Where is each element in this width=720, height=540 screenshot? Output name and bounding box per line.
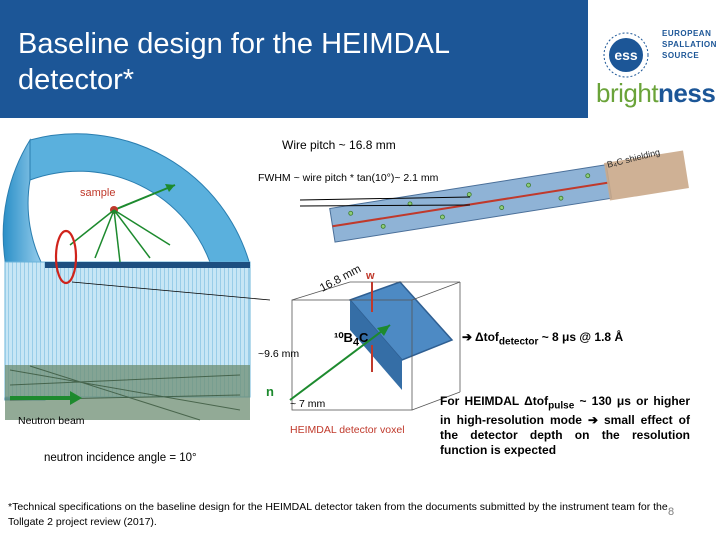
desc-sub: pulse	[548, 400, 575, 412]
b4c-pre: ¹⁰B	[334, 330, 353, 345]
ess-logo-icon	[596, 30, 656, 80]
brightness-logo-bright: bright	[596, 78, 659, 108]
incidence-angle-label: neutron incidence angle = 10°	[44, 452, 197, 464]
footnote: *Technical specifications on the baseline design for the HEIMDAL detector taken from the documents submitted by the instrument team for the Tollgate 2 project review (2017).	[8, 501, 668, 528]
b4c-sub: 4	[352, 336, 359, 349]
dtof-detector-result	[462, 330, 623, 347]
wire-pitch-label: Wire pitch ~ 16.8 mm	[282, 138, 396, 152]
sample-label: sample	[80, 187, 116, 199]
brightness-logo-ness: ness	[658, 78, 716, 108]
page-number: 8	[668, 506, 675, 518]
svg-text:ess: ess	[614, 47, 638, 63]
neutron-beam-label: Neutron beam	[18, 415, 85, 427]
w-label: w	[366, 270, 375, 282]
wire-detector-strip	[329, 151, 689, 245]
brightness-logo	[596, 78, 715, 109]
dimension-7-label: ~ 7 mm	[290, 398, 326, 410]
b4c-label	[334, 330, 368, 349]
detector-ring-icon	[3, 134, 250, 420]
ess-logo-text	[662, 28, 717, 61]
slide-title: Baseline design for the HEIMDAL detector*	[18, 28, 449, 96]
voxel-label: HEIMDAL detector voxel	[290, 424, 405, 436]
dimension-9-6-label: ~9.6 mm	[258, 348, 300, 360]
fwhm-label: FWHM ~ wire pitch * tan(10°)~ 2.1 mm	[258, 172, 439, 184]
dtof-sub: detector	[498, 336, 539, 348]
scattered-rays	[70, 210, 170, 262]
right-arrow-icon: ➔	[587, 413, 599, 428]
desc-part2: ~ 130 μs or higher in high-resolution mode	[440, 394, 691, 428]
b4c-shielding-label: B₄C shielding	[606, 146, 662, 170]
dimension-16-8-label: 16.8 mm	[318, 262, 364, 295]
voxel-box	[290, 282, 460, 410]
desc-part3: small effect of the detector depth on the resolution function is expected	[440, 413, 690, 458]
desc-part1: For HEIMDAL Δtof	[440, 394, 549, 408]
dtof-pre: Δtof	[472, 330, 499, 344]
b4c-post: C	[358, 330, 369, 345]
ess-line-2: SPALLATION	[662, 40, 717, 49]
neutron-n-label: n	[266, 384, 274, 399]
resolution-description	[440, 394, 690, 458]
ess-line-1: EUROPEAN	[662, 29, 712, 38]
right-arrow-icon: ➔	[462, 330, 473, 344]
dtof-post: ~ 8 μs @ 1.8 Å	[538, 330, 624, 344]
ess-line-3: SOURCE	[662, 51, 700, 60]
